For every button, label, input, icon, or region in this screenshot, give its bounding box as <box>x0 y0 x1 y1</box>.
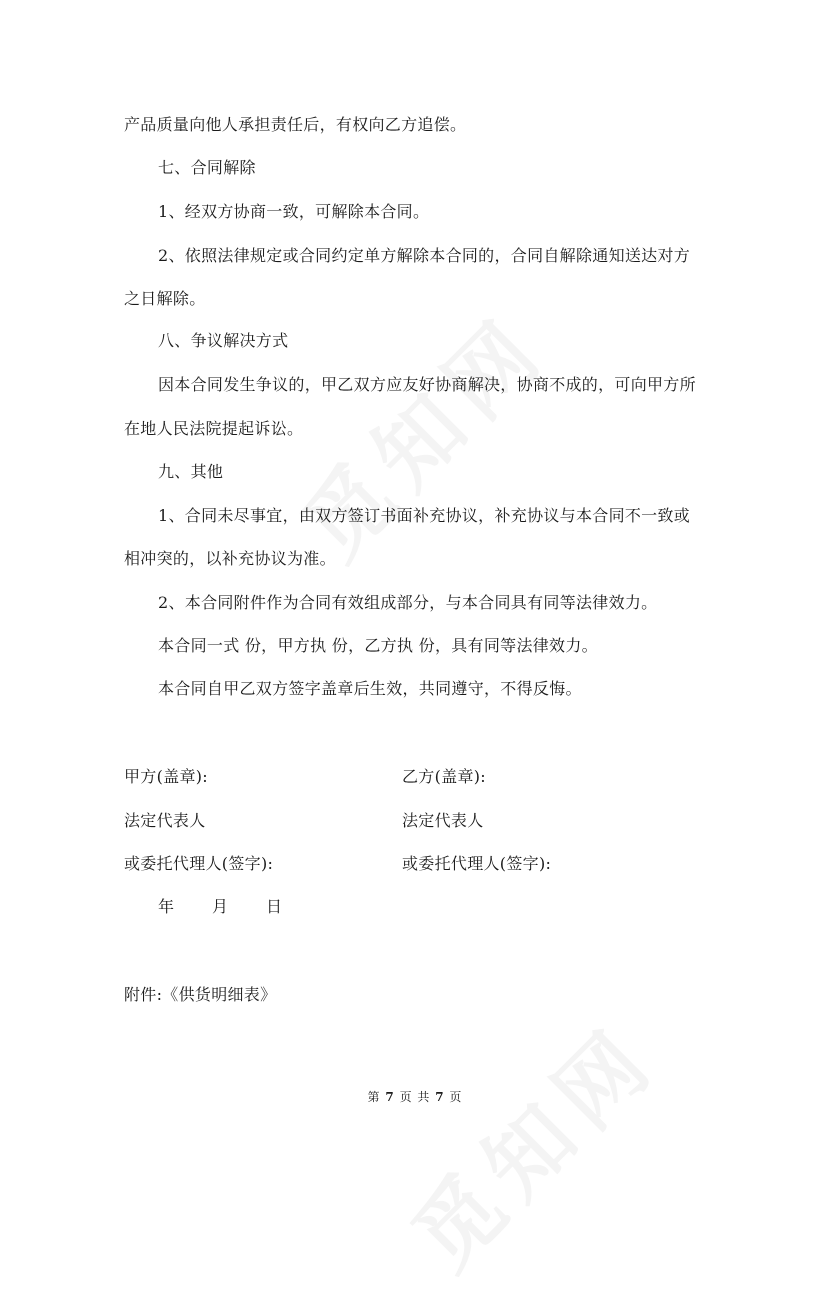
paragraph-line: 在地人民法院提起诉讼。 <box>124 419 304 438</box>
page-footer <box>0 1089 830 1105</box>
section-heading: 七、合同解除 <box>158 158 256 177</box>
party-b-seal-label: 乙方(盖章): <box>402 767 486 786</box>
watermark <box>270 282 570 582</box>
section-heading: 八、争议解决方式 <box>158 331 289 350</box>
paragraph-line: 2、依照法律规定或合同约定单方解除本合同的，合同自解除通知送达对方 <box>158 246 691 265</box>
party-b-rep-label: 法定代表人 <box>402 811 484 830</box>
paragraph-line: 本合同一式 份，甲方执 份，乙方执 份，具有同等法律效力。 <box>158 636 598 655</box>
paragraph-line: 产品质量向他人承担责任后，有权向乙方追偿。 <box>124 115 467 134</box>
footer-middle: 页 共 <box>399 1090 431 1104</box>
footer-total-pages: 7 <box>435 1090 445 1104</box>
footer-prefix: 第 <box>367 1090 381 1104</box>
paragraph-line: 之日解除。 <box>124 289 206 308</box>
watermark <box>380 992 680 1292</box>
signature-date: 年 月 日 <box>158 897 283 916</box>
party-b-agent-label: 或委托代理人(签字): <box>402 854 552 873</box>
paragraph-line: 2、本合同附件作为合同有效组成部分，与本合同具有同等法律效力。 <box>158 593 658 612</box>
attachment-note: 附件:《供货明细表》 <box>124 985 277 1004</box>
paragraph-line: 1、经双方协商一致，可解除本合同。 <box>158 202 430 221</box>
paragraph-line: 本合同自甲乙双方签字盖章后生效，共同遵守，不得反悔。 <box>158 679 582 698</box>
footer-page-number: 7 <box>385 1090 395 1104</box>
party-a-seal-label: 甲方(盖章): <box>124 767 208 786</box>
paragraph-line: 相冲突的，以补充协议为准。 <box>124 549 336 568</box>
party-a-agent-label: 或委托代理人(签字): <box>124 854 274 873</box>
section-heading: 九、其他 <box>158 462 224 481</box>
footer-suffix: 页 <box>449 1090 463 1104</box>
paragraph-line: 1、合同未尽事宜，由双方签订书面补充协议，补充协议与本合同不一致或 <box>158 506 691 525</box>
paragraph-line: 因本合同发生争议的，甲乙双方应友好协商解决，协商不成的，可向甲方所 <box>158 375 696 394</box>
party-a-rep-label: 法定代表人 <box>124 811 206 830</box>
